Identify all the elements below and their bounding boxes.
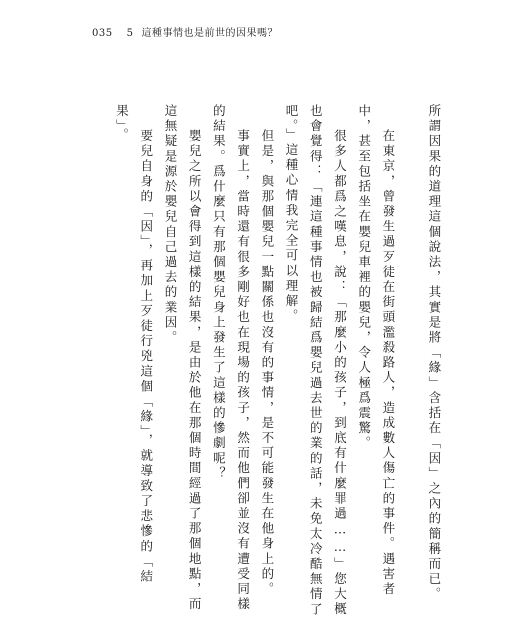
body-text [114, 104, 442, 617]
text-line: 很多人都爲之嘆息，說：「那麼小的孩子，到底有什麼罪過……」您大概 [332, 129, 348, 617]
text-line: 嬰兒之所以會得到這樣的結果，是由於他在那個時間經過了那個地點，而 [187, 129, 203, 613]
page-header [92, 24, 278, 39]
text-line: 但是，與那個嬰兒一點關係也沒有的事情，是不可能發生在他身上的。 [259, 129, 275, 598]
text-line: 事實上，當時還有很多剛好也在現場的孩子，然而他們卻並沒有遭受同樣 [235, 129, 251, 613]
page-number: 035 [92, 28, 113, 39]
text-line: 在東京，曾發生過歹徒在街頭濫殺路人，造成數人傷亡的事件。遇害者 [380, 129, 396, 598]
text-line: 果」。 [114, 104, 130, 144]
text-line: 所謂因果的道理這個說法，其實是將「緣」含括在「因」之內的簡稱而已。 [426, 104, 442, 603]
paragraph-gap [406, 104, 416, 474]
text-line: 吧。」這種心情我完全可以理解。 [284, 104, 300, 325]
text-line: 也會覺得：「連這種事情也被歸結爲嬰兒過去世的業的話，未免太冷酷無情了 [308, 104, 324, 617]
text-line: 要兒自身的「因」，再加上歹徒行兇這個「緣」，就導致了悲慘的「結 [138, 129, 154, 585]
text-line: 中，甚至包括坐在嬰兒車裡的嬰兒，令人極爲震驚。 [356, 104, 372, 452]
text-line: 的結果。爲什麼只有那個嬰兒身上發生了這樣的慘劇呢？ [211, 104, 227, 482]
text-line: 這無疑是源於嬰兒自己過去的業因。 [162, 104, 178, 346]
chapter-title: 這種事情也是前世的因果嗎？ [141, 28, 278, 39]
chapter-number: 5 [126, 28, 134, 39]
